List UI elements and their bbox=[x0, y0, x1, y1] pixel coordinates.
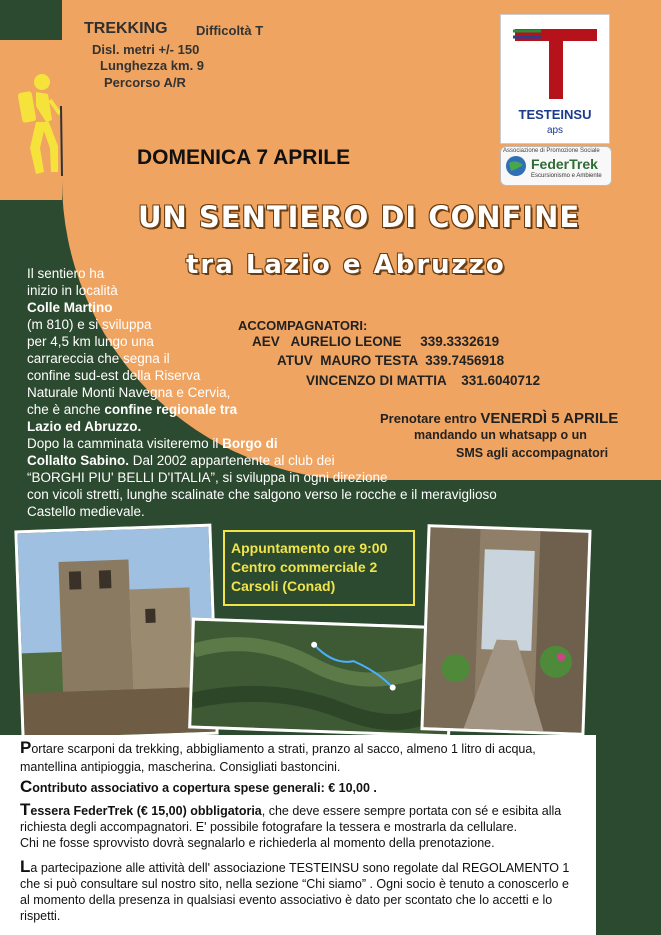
note-text: , che deve essere sempre portata con sé e esibita alla bbox=[261, 804, 562, 818]
note-text: ontributo associativo a copertura spese generali: € 10,00 . bbox=[32, 781, 377, 795]
desc-line: Castello medievale. bbox=[27, 504, 145, 519]
note-line bbox=[20, 779, 592, 796]
trekking-label: TREKKING bbox=[84, 20, 168, 37]
booking-prefix: Prenotare entro bbox=[380, 411, 481, 426]
route-map bbox=[188, 617, 454, 737]
appointment-time: Appuntamento ore 9:00 bbox=[231, 540, 388, 556]
hiker-icon bbox=[6, 70, 68, 180]
note-line bbox=[20, 740, 592, 757]
difficulty-text: Difficoltà T bbox=[196, 23, 264, 38]
desc-line bbox=[27, 435, 427, 452]
accompagnatore-row: VINCENZO DI MATTIA 331.6040712 bbox=[306, 373, 541, 388]
note-line: mantellina antipioggia, mascherina. Consigliati bastoncini. bbox=[20, 760, 341, 774]
desc-line: (m 810) e si sviluppa bbox=[27, 317, 152, 332]
federtrek-small-text: Associazione di Promozione Sociale bbox=[503, 148, 600, 154]
note-text: a partecipazione alle attività dell' associazione TESTEINSU sono regolate dal REGOLAMENTO 1 bbox=[30, 861, 570, 875]
desc-bold: confine regionale tra bbox=[104, 402, 238, 417]
desc-line bbox=[27, 452, 427, 469]
note-line: richiesta degli accompagnatori. E' possibile fotografare la tessera e mostrarla da cellulare. bbox=[20, 820, 518, 834]
note-line: che si può consultare sul nostro sito, nella sezione “Chi siamo” . Ogni socio è tenuto a conoscerlo e bbox=[20, 877, 569, 891]
desc-line bbox=[27, 401, 427, 418]
desc-line: Naturale Monti Navegna e Cervia, bbox=[27, 385, 231, 400]
alley-photo bbox=[420, 524, 591, 736]
booking-line-3: SMS agli accompagnatori bbox=[456, 446, 609, 460]
desc-line: con vicoli stretti, lunghe scalinate che salgono verso le rocche e il meraviglioso bbox=[27, 487, 497, 502]
booking-date: VENERDÌ 5 APRILE bbox=[480, 410, 619, 427]
initial: T bbox=[20, 800, 31, 819]
desc-line: confine sud-est della Riserva bbox=[27, 368, 201, 383]
note-line: rispetti. bbox=[20, 909, 61, 923]
desc-line: carrareccia che segna il bbox=[27, 351, 170, 366]
federtrek-logo bbox=[500, 146, 612, 186]
initial: C bbox=[20, 777, 33, 796]
federtrek-sub: Escursionismo e Ambiente bbox=[531, 173, 602, 179]
percorso-text: Percorso A/R bbox=[104, 75, 186, 90]
desc-text: Dal 2002 appartenente al club dei bbox=[129, 453, 335, 468]
note-line: Chi ne fosse sprovvisto dovrà segnalarlo e richiederla al momento della prenotazione. bbox=[20, 836, 495, 850]
desc-line: “BORGHI PIU' BELLI D'ITALIA”, si sviluppa in ogni direzione bbox=[27, 470, 388, 485]
accompagnatore-row: ATUV MAURO TESTA 339.7456918 bbox=[277, 353, 505, 368]
desc-line: inizio in località bbox=[27, 283, 118, 298]
title-line-1: UN SENTIERO DI CONFINE bbox=[138, 200, 581, 234]
initial: P bbox=[20, 738, 32, 757]
testeinsu-name: TESTEINSU bbox=[518, 107, 592, 122]
alley-image bbox=[424, 527, 589, 732]
desc-line: Lazio ed Abruzzo. bbox=[27, 419, 142, 434]
federtrek-globe-icon bbox=[505, 155, 527, 177]
desc-line: per 4,5 km lungo una bbox=[27, 334, 154, 349]
note-text: ortare scarponi da trekking, abbigliamento a strati, pranzo al sacco, almeno 1 litro di acqua, bbox=[31, 742, 536, 756]
lunghezza-text: Lunghezza km. 9 bbox=[100, 58, 205, 73]
federtrek-name: FederTrek bbox=[531, 156, 598, 172]
initial: L bbox=[20, 857, 31, 876]
testeinsu-t-icon bbox=[501, 15, 609, 107]
desc-text: che è anche bbox=[27, 402, 105, 417]
event-date: DOMENICA 7 APRILE bbox=[137, 146, 351, 169]
note-bold: essera FederTrek (€ 15,00) obbligatoria bbox=[30, 804, 262, 818]
accompagnatori-heading: ACCOMPAGNATORI: bbox=[238, 318, 368, 333]
desc-bold: Collalto Sabino. bbox=[27, 453, 130, 468]
notes bbox=[20, 740, 592, 924]
dislivello-text: Disl. metri +/- 150 bbox=[92, 42, 200, 57]
title-line-2: tra Lazio e Abruzzo bbox=[186, 250, 506, 280]
satellite-map-image bbox=[191, 621, 451, 735]
accompagnatore-row: AEV AURELIO LEONE 339.3332619 bbox=[252, 334, 500, 349]
testeinsu-sub: aps bbox=[546, 125, 564, 136]
desc-bold: Borgo di bbox=[222, 436, 278, 451]
appointment-town: Carsoli (Conad) bbox=[231, 578, 336, 594]
note-line bbox=[20, 859, 592, 876]
note-line bbox=[20, 802, 592, 819]
desc-text: Dopo la camminata visiteremo il bbox=[27, 436, 223, 451]
castle-image bbox=[17, 527, 215, 739]
desc-line: Colle Martino bbox=[27, 300, 113, 315]
appointment-place: Centro commerciale 2 bbox=[231, 559, 378, 575]
testeinsu-logo bbox=[500, 14, 610, 144]
appointment-box bbox=[223, 530, 415, 606]
note-line: al momento della presenza in qualsiasi evento associativo è dato per scontato che lo accetti e lo bbox=[20, 893, 553, 907]
booking-line-2: mandando un whatsapp o un bbox=[414, 428, 587, 442]
desc-line: Il sentiero ha bbox=[27, 266, 105, 281]
